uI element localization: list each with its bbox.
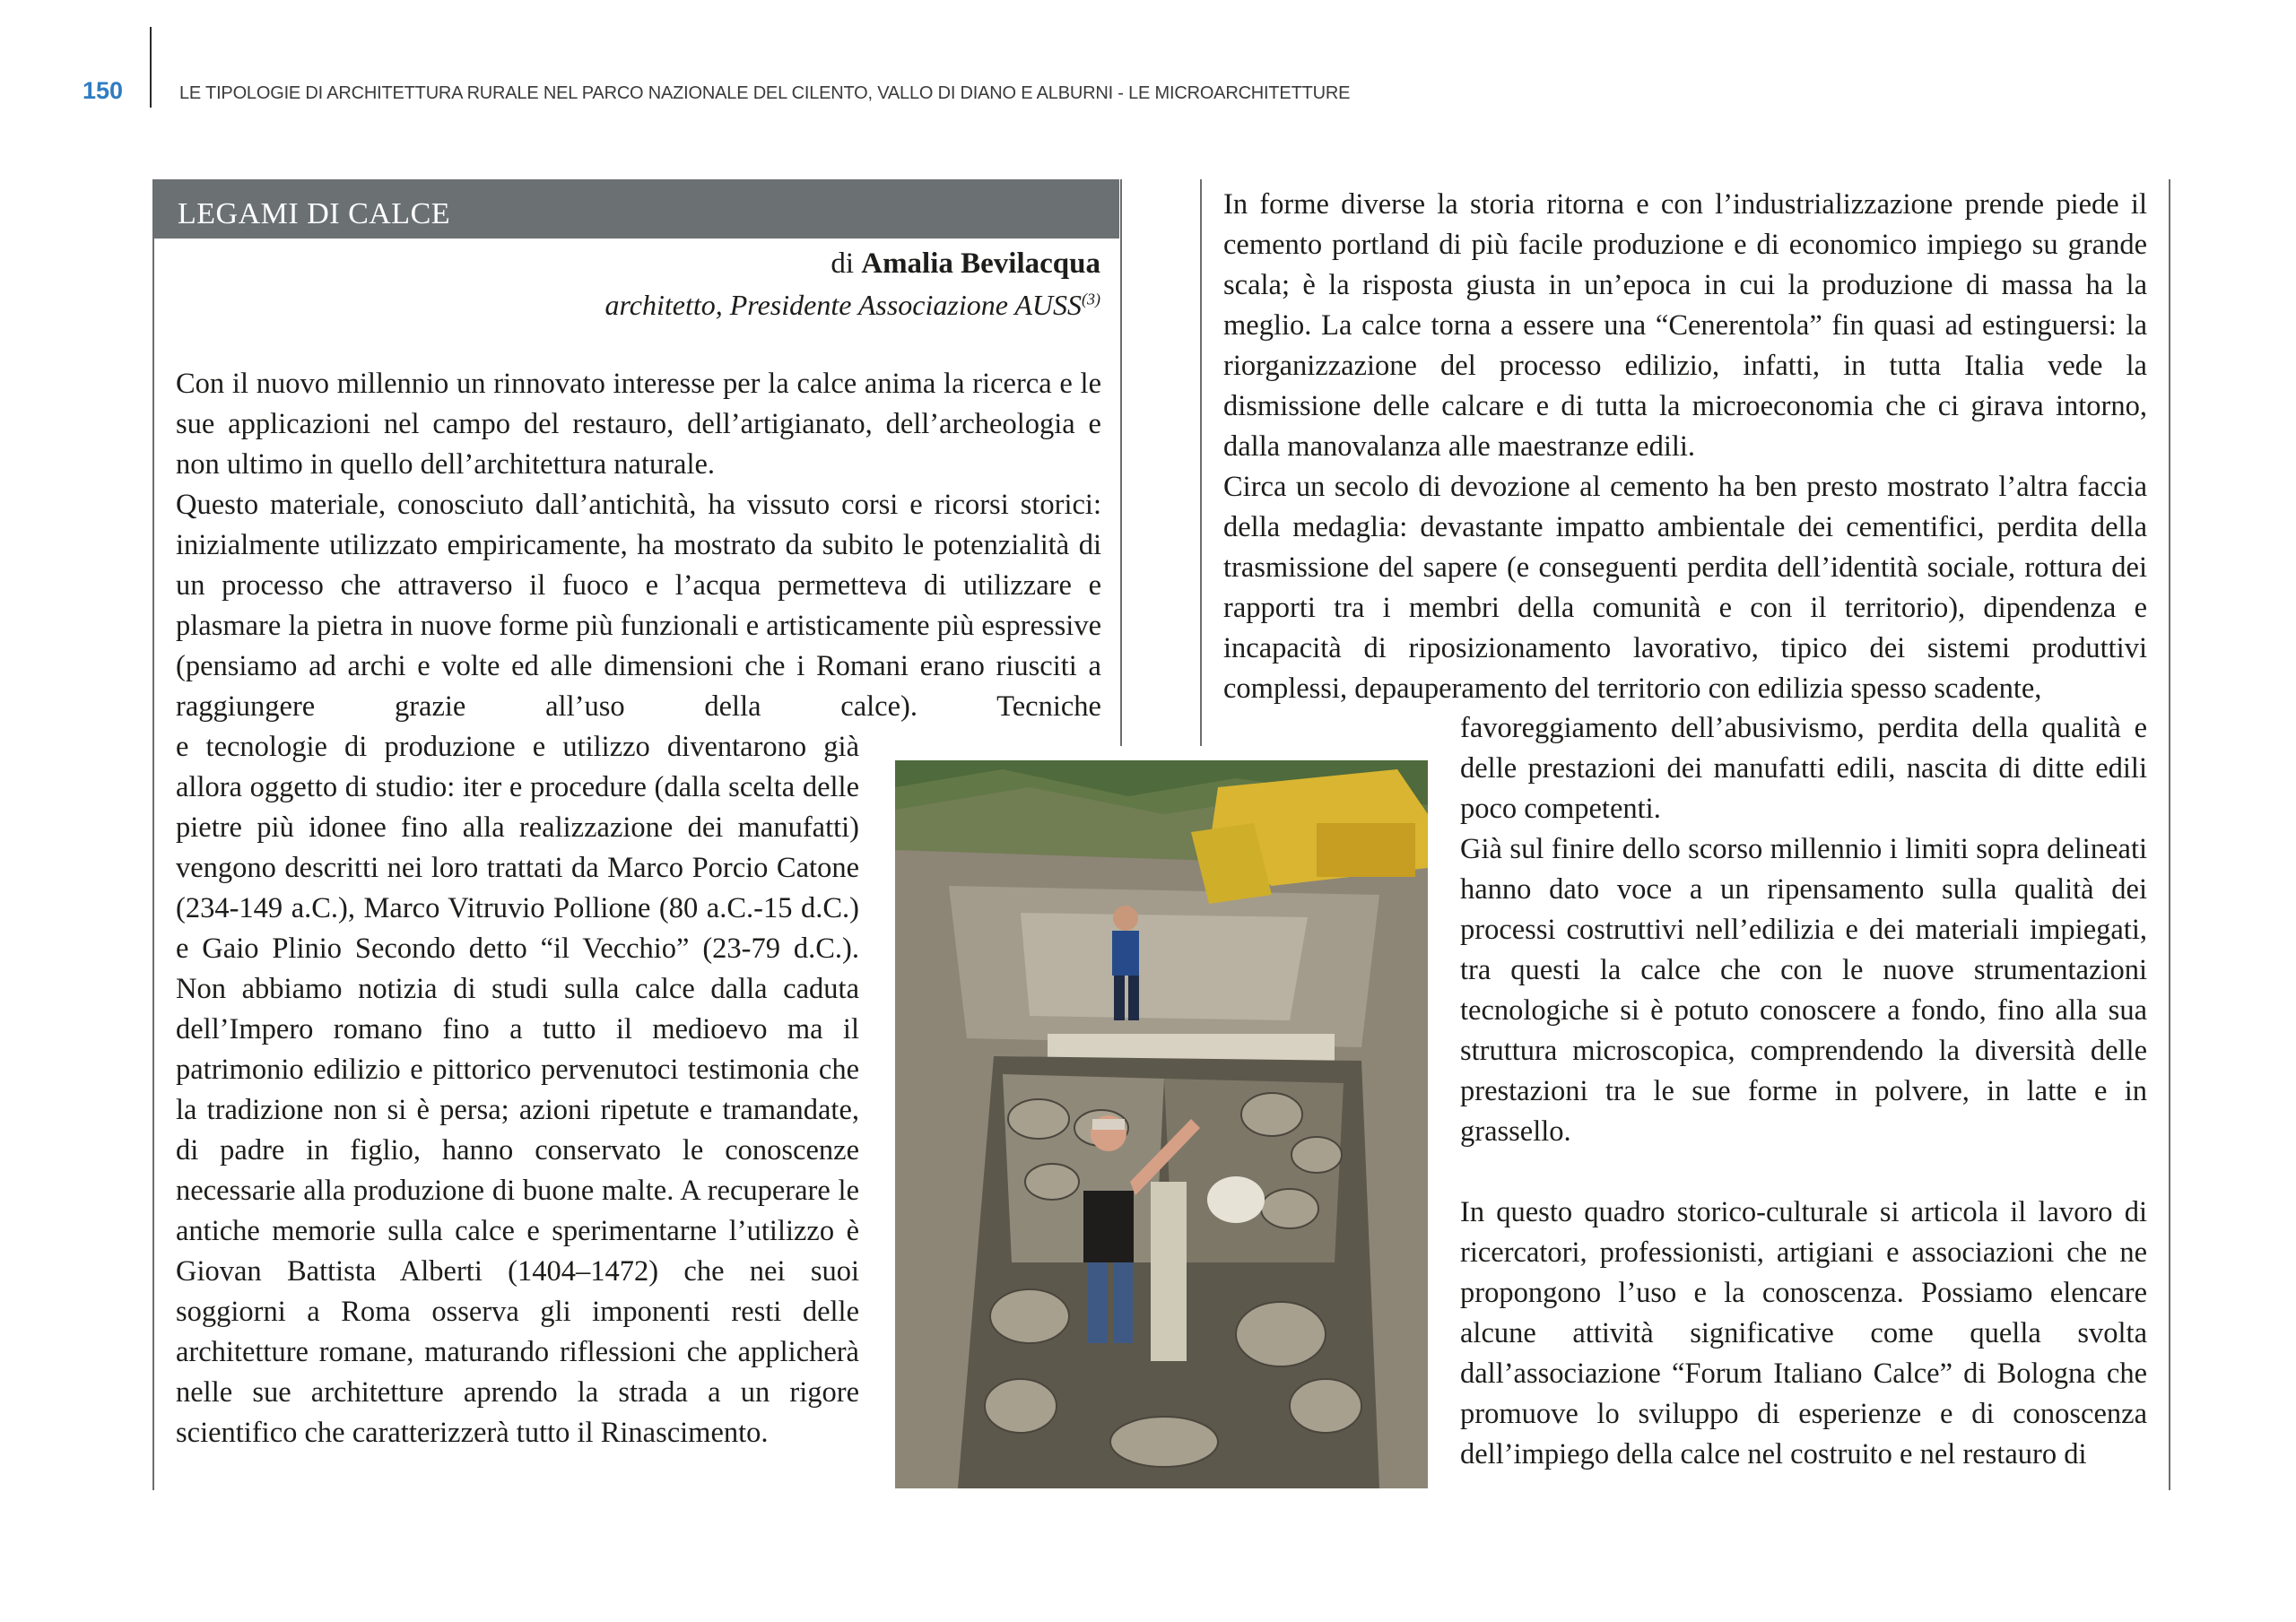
byline-prefix: di [831,247,862,280]
body-left-bottom [176,727,859,1453]
footnote-ref: (3) [1082,290,1100,308]
paragraph: In forme diverse la storia ritorna e con l’industrializzazione prende piede il cemento portland di più facile produzione e di economico impiego su grande scala; è la risposta giusta in un’epoca in cui la produzione di massa ha la meglio. La calce torna a essere una “Cenerentola” fin quasi ad estinguersi: la riorganizzazione del processo edilizio, infatti, in tutta Italia vede la dismissione delle calcare e di tutta la microeconomia che ci girava intorno, dalla manovalanza alle maestranze edili. [1223,188,2147,463]
paragraph: In questo quadro storico-culturale si articola il lavoro di ricercatori, professionisti, artigiani e associazioni che ne propongono l’uso e la conoscenza. Possiamo elencare alcune attività significative come quella svolta dall’associazione “Forum Italiano Calce” di Bologna che promuove lo sviluppo di esperienze e di conoscenza dell’impiego della calce nel costruito e nel restauro di [1460,1196,2147,1470]
author-affiliation [605,289,1100,322]
excavation-photo [895,760,1428,1488]
running-title: LE TIPOLOGIE DI ARCHITETTURA RURALE NEL PARCO NAZIONALE DEL CILENTO, VALLO DI DIANO E ALBURNI - LE MICROARCHITETTURE [179,83,1351,103]
article-title-band [154,179,1119,239]
byline [831,247,1100,281]
page-number: 150 [83,77,124,104]
article-title: LEGAMI DI CALCE [178,197,451,230]
paragraph: Con il nuovo millennio un rinnovato interesse per la calce anima la ricerca e le sue applicazioni nel campo del restauro, dell’artigianato, dell’archeologia e non ultimo in quello dell’architettura naturale. [176,368,1101,481]
author-name: Amalia Bevilacqua [861,247,1100,280]
body-right-top [1223,185,2147,709]
paragraph: e tecnologie di produzione e utilizzo diventarono già allora oggetto di studio: iter e procedure (dalla scelta delle pietre più idonee fino alla realizzazione dei manufatti) vengono descritti nei loro trattati da Marco Porcio Catone (234-149 a.C.), Marco Vitruvio Pollione (80 a.C.-15 d.C.) e Gaio Plinio Secondo detto “il Vecchio” (23-79 d.C.). Non abbiamo notizia di studi sulla calce dalla caduta dell’Impero romano fino a tutto il medioevo ma il patrimonio edilizio e pittorico pervenutoci testimonia che la tradizione non si è persa; azioni ripetute e tramandate, di padre in figlio, hanno conservato le conoscenze necessarie alla produzione di buone malte. A recuperare le antiche memorie sulla calce e sperimentarne l’utilizzo è Giovan Battista Alberti (1404–1472) che nei suoi soggiorni a Roma osserva gli imponenti resti delle architetture romane, maturando riflessioni che applicherà nelle sue architetture aprendo la strada a un rigore scientifico che caratterizzerà tutto il Rinascimento. [176,731,859,1449]
header-divider [150,27,152,108]
body-right-bottom [1460,708,2147,1475]
paragraph: Circa un secolo di devozione al cemento ha ben presto mostrato l’altra faccia della medaglia: devastante impatto ambientale dei cementifici, perdita della trasmissione del sapere (e conseguenti perdita dell’identità sociale, rottura dei rapporti tra i membri della comunità e con il territorio), dipendenza e incapacità di riposizionamento lavorativo, tipico dei sistemi produttivi complessi, depauperamento del territorio con edilizia spesso scadente, [1223,471,2147,705]
article-frame-right [2169,179,2170,1490]
photo-illustration [895,760,1428,1488]
paragraph: Già sul finire dello scorso millennio i limiti sopra delineati hanno dato voce a un ripensamento sulla qualità dei processi costruttivi nell’edilizia e dei materiali impiegati, tra questi la calce che con le nuove strumentazioni tecnologiche si è potuto conoscere a fondo, fino alla sua struttura microscopica, comprendendo la diversità delle prestazioni tra le sue forme in polvere, in latte e in grassello. [1460,833,2147,1148]
paragraph: Questo materiale, conosciuto dall’antichità, ha vissuto corsi e ricorsi storici: inizialmente utilizzato empiricamente, ha mostrato da subito le potenzialità di un processo che attraverso il fuoco e l’acqua permetteva di utilizzare e plasmare la pietra in nuove forme più funzionali e artisticamente più espressive (pensiamo ad archi e volte ed alle dimensioni che i Romani erano riusciti a raggiungere grazie all’uso della calce). Tecniche [176,489,1101,723]
affiliation-text: architetto, Presidente Associazione AUSS [604,289,1082,321]
paragraph: favoreggiamento dell’abusivismo, perdita della qualità e delle prestazioni dei manufatti edili, nascita di ditte edili poco competenti. [1460,712,2147,825]
column-rule-right [1200,179,1202,746]
body-left-top [176,364,1101,727]
column-rule-left [1120,179,1122,746]
